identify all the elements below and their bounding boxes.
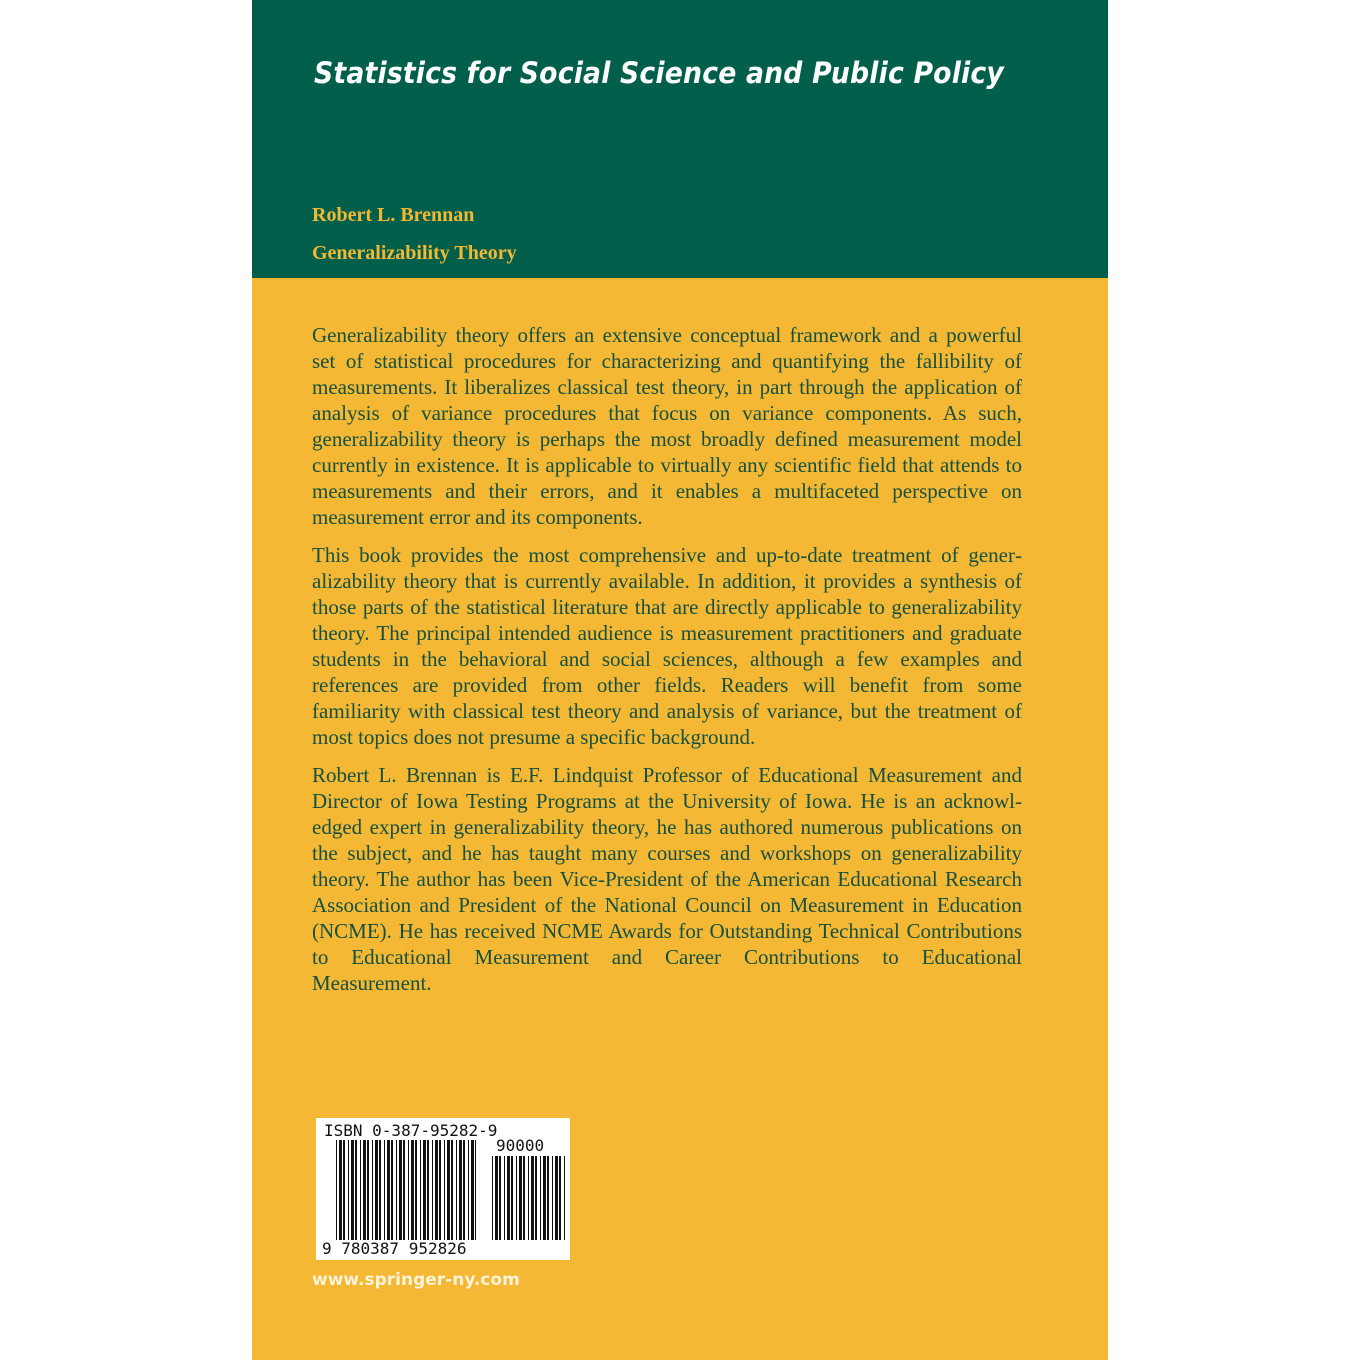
barcode-bar xyxy=(348,1140,349,1240)
price-barcode-bar xyxy=(519,1156,522,1240)
book-back-cover xyxy=(252,0,1108,1360)
author-name: Robert L. Brennan xyxy=(312,204,475,226)
header-band xyxy=(252,0,1108,278)
price-barcode-bar xyxy=(495,1156,498,1240)
price-barcode-bar xyxy=(507,1156,510,1240)
barcode-bar xyxy=(379,1140,381,1240)
price-barcode-bar xyxy=(523,1156,525,1240)
barcode-bar xyxy=(387,1140,390,1240)
barcode-bar xyxy=(468,1140,469,1240)
barcode-bar xyxy=(459,1140,462,1240)
price-barcode-bar xyxy=(492,1156,493,1240)
barcode-bar xyxy=(415,1140,417,1240)
author-bio-paragraph: Robert L. Brennan is E.F. Lindquist Professor of Educational Measurement and Director of Iowa Testing Programs at the University of Iowa. He is an acknowledged expert in generalizability theory, he has authored numerous publications on the subject, and he has taught many courses and workshops on generalizability theory. The author has been Vice-President of the American Educational Research Association and President of the National Council on Measurement in Education (NCME). He has received NCME Awards for Outstanding Technical Contributions to Educational Measurement and Career Contributions to Educational Measurement. xyxy=(312,763,1022,995)
barcode-bar xyxy=(447,1140,450,1240)
barcode-bar xyxy=(351,1140,354,1240)
price-barcode-bar xyxy=(499,1156,501,1240)
barcode-bar xyxy=(391,1140,393,1240)
publisher-website: www.springer-ny.com xyxy=(312,1270,520,1290)
barcode-bar xyxy=(432,1140,433,1240)
barcode-bar xyxy=(444,1140,445,1240)
barcode-bar xyxy=(396,1140,397,1240)
barcode-bar xyxy=(336,1140,337,1240)
price-barcode-bar xyxy=(528,1156,529,1240)
price-barcode-bar xyxy=(552,1156,553,1240)
price-barcode-bar xyxy=(540,1156,541,1240)
price-barcode-bar xyxy=(504,1156,505,1240)
price-barcode-bar xyxy=(511,1156,513,1240)
barcode-bar xyxy=(420,1140,421,1240)
barcode-bar xyxy=(463,1140,465,1240)
barcode-bar xyxy=(423,1140,426,1240)
price-barcode-bar xyxy=(547,1156,549,1240)
price-barcode-bar xyxy=(535,1156,537,1240)
barcode-bar xyxy=(399,1140,402,1240)
barcode-bar xyxy=(471,1140,474,1240)
blurb-paragraph-1: Generalizability theory offers an extensive conceptual framework and a powerful set of statistical procedures for characterizing and quantifying the fallibility of measurements. It liberalizes classical test theory, in part through the application of analysis of variance procedures that focus on variance components. As such, generalizability theory is perhaps the most broadly defined measurement model currently in existence. It is applicable to virtually any scientific field that attends to measurements and their errors, and it enables a multifaceted perspective on measurement error and its components. xyxy=(312,323,1022,529)
isbn-number: ISBN 0-387-95282-9 xyxy=(324,1121,498,1140)
barcode-bar xyxy=(363,1140,366,1240)
price-barcode-bar xyxy=(559,1156,561,1240)
blurb-paragraph-2: This book provides the most comprehensive and up-to-date treatment of generalizability theory that is currently available. In addition, it provides a synthesis of those parts of the statistical literature that are directly applicable to generalizability theory. The principal intended audience is measurement practitioners and graduate students in the behavioral and social sciences, although a few examples and references are provided from other fields. Readers will benefit from some familiarity with classical test theory and analysis of variance, but the treatment of most topics does not presume a specific background. xyxy=(312,543,1022,749)
barcode-bar xyxy=(375,1140,378,1240)
barcode-bar xyxy=(372,1140,373,1240)
ean-number: 9 780387 952826 xyxy=(322,1239,467,1258)
price-code: 90000 xyxy=(496,1136,545,1155)
barcode-bar xyxy=(360,1140,361,1240)
barcode-bar xyxy=(343,1140,345,1240)
barcode-bar xyxy=(427,1140,429,1240)
barcode-bar xyxy=(435,1140,438,1240)
price-barcode-bar xyxy=(531,1156,534,1240)
price-barcode-bar xyxy=(516,1156,517,1240)
barcode-bar xyxy=(339,1140,342,1240)
series-title: Statistics for Social Science and Public Policy xyxy=(314,56,1004,90)
price-barcode-bar xyxy=(564,1156,565,1240)
barcode-bar xyxy=(384,1140,385,1240)
barcode-bar xyxy=(403,1140,405,1240)
barcode-bar xyxy=(456,1140,457,1240)
price-barcode-bar xyxy=(543,1156,546,1240)
barcode-bar xyxy=(475,1140,476,1240)
barcode-bar xyxy=(451,1140,453,1240)
barcode-bar xyxy=(411,1140,414,1240)
barcode-bar xyxy=(367,1140,369,1240)
barcode-bar xyxy=(408,1140,409,1240)
barcode-bar xyxy=(439,1140,441,1240)
price-barcode-bar xyxy=(555,1156,558,1240)
book-title: Generalizability Theory xyxy=(312,242,517,264)
blurb-text xyxy=(312,322,1022,1008)
barcode-bar xyxy=(355,1140,357,1240)
isbn-barcode xyxy=(316,1118,570,1260)
